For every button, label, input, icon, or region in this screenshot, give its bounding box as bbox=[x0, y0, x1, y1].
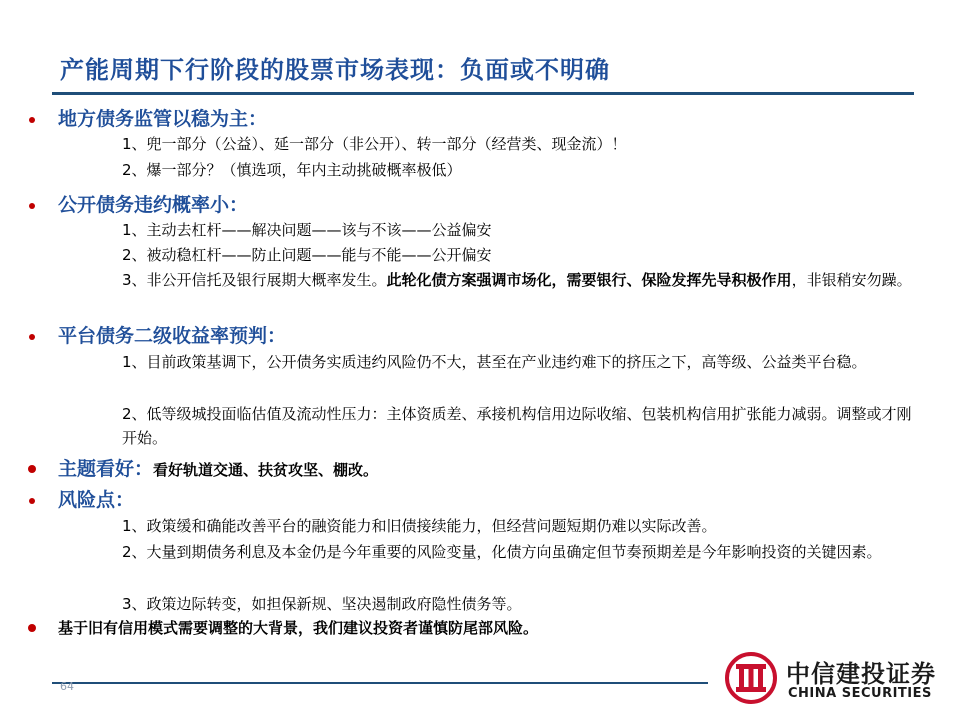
line-prefix: 3、非公开信托及银行展期大概率发生。 bbox=[122, 271, 387, 289]
section-line: 1、目前政策基调下，公开债务实质违约风险仍不大，甚至在产业违约难下的挤压之下，高等级、公益类平台稳。 bbox=[122, 353, 867, 371]
bullet-marker bbox=[28, 624, 36, 632]
title-divider bbox=[52, 92, 914, 95]
bullet-marker bbox=[29, 117, 35, 123]
citic-emblem-icon bbox=[724, 650, 778, 706]
section-line: 2、大量到期债务利息及本金仍是今年重要的风险变量，化债方向虽确定但节奏预期差是今年影响投资的关键因素。 bbox=[122, 543, 882, 561]
logo-chinese: 中信建投证券 bbox=[786, 660, 936, 688]
section-heading: 平台债务二级收益率预判： bbox=[58, 325, 287, 347]
section-line: 3、政策边际转变，如担保新规、坚决遏制政府隐性债务等。 bbox=[122, 595, 522, 613]
section-line: 2、低等级城投面临估值及流动性压力：主体资质差、承接机构信用边际收缩、包装机构信用扩张能力减弱。调整或才刚开始。 bbox=[122, 405, 912, 447]
section-line: 2、被动稳杠杆——防止问题——能与不能——公开偏安 bbox=[122, 246, 492, 264]
bullet-marker bbox=[29, 334, 35, 340]
conclusion-text: 基于旧有信用模式需要调整的大背景，我们建议投资者谨慎防尾部风险。 bbox=[58, 619, 539, 637]
section-line: 1、政策缓和确能改善平台的融资能力和旧债接续能力，但经营问题短期仍难以实际改善。 bbox=[122, 517, 717, 535]
logo-english: CHINA SECURITIES bbox=[788, 686, 932, 701]
section-line: 1、主动去杠杆——解决问题——该与不该——公益偏安 bbox=[122, 221, 492, 239]
section-line: 1、兜一部分（公益）、延一部分（非公开）、转一部分（经营类、现金流）！ bbox=[122, 135, 627, 153]
section-heading: 公开债务违约概率小： bbox=[58, 194, 249, 216]
section-heading: 风险点： bbox=[58, 489, 135, 511]
section-heading: 地方债务监管以稳为主： bbox=[58, 108, 268, 130]
company-logo bbox=[724, 650, 934, 706]
section-heading bbox=[58, 454, 378, 481]
line-emphasis: 此轮化债方案强调市场化，需要银行、保险发挥先导积极作用 bbox=[386, 271, 792, 289]
bullet-marker bbox=[29, 498, 35, 504]
section-line: 2、爆一部分？（慎选项，年内主动挑破概率极低） bbox=[122, 161, 462, 179]
heading-tail: 看好轨道交通、扶贫攻坚、棚改。 bbox=[153, 461, 379, 479]
section-line bbox=[122, 268, 922, 292]
line-suffix: ，非银稍安勿躁。 bbox=[791, 271, 912, 289]
page-number: 64 bbox=[60, 680, 74, 693]
bullet-marker bbox=[29, 203, 35, 209]
heading-label: 主题看好： bbox=[58, 458, 154, 480]
bullet-marker bbox=[28, 465, 36, 473]
footer-divider bbox=[52, 682, 708, 684]
slide-title: 产能周期下行阶段的股票市场表现：负面或不明确 bbox=[60, 56, 610, 84]
